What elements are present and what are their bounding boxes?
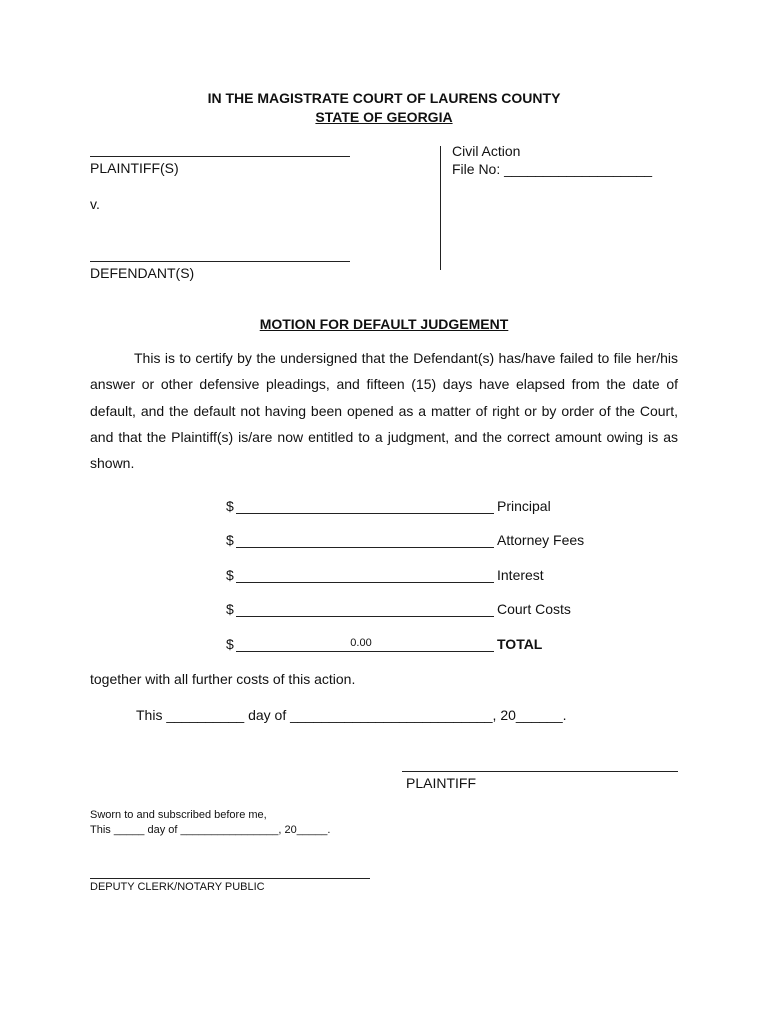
total-label: TOTAL [497, 636, 543, 652]
plaintiff-signature-label: PLAINTIFF [406, 775, 477, 791]
motion-title: MOTION FOR DEFAULT JUDGEMENT [259, 316, 509, 332]
caption-divider [440, 146, 441, 270]
dollar-sign: $ [226, 601, 234, 617]
dollar-sign: $ [226, 532, 234, 548]
defendant-name-line[interactable] [90, 261, 350, 262]
dollar-sign: $ [226, 498, 234, 514]
further-costs-text: together with all further costs of this action. [90, 671, 356, 687]
total-amount-line[interactable] [236, 651, 494, 652]
sworn-date-line[interactable]: This _____ day of ________________, 20_____. [90, 824, 331, 836]
dollar-sign: $ [226, 567, 234, 583]
state-heading: STATE OF GEORGIA [315, 109, 453, 125]
total-amount-value: 0.00 [350, 637, 372, 649]
principal-amount-line[interactable] [236, 513, 494, 514]
plaintiff-name-line[interactable] [90, 156, 350, 157]
attorney-fees-amount-line[interactable] [236, 547, 494, 548]
file-number-field[interactable]: File No: ___________________ [452, 161, 653, 177]
civil-action-label: Civil Action [452, 143, 521, 159]
plaintiff-signature-line[interactable] [402, 771, 678, 772]
interest-label: Interest [497, 567, 544, 583]
certification-paragraph: This is to certify by the undersigned that the Defendant(s) has/have failed to file her/his answer or other defensive pleadings, and fifteen (15) days have elapsed from the date of default, and the default not having been opened as a matter of right or by order of the Court, and that the Plaintiff(s) is/are now entitled to a judgment, and the correct amount owing is as shown. [90, 350, 678, 472]
dollar-sign: $ [226, 636, 234, 652]
principal-label: Principal [497, 498, 551, 514]
defendant-label: DEFENDANT(S) [90, 265, 195, 281]
court-costs-amount-line[interactable] [236, 616, 494, 617]
court-name-heading: IN THE MAGISTRATE COURT OF LAURENS COUNTY [207, 90, 561, 106]
versus-label: v. [90, 196, 100, 212]
sworn-statement: Sworn to and subscribed before me, [90, 809, 267, 821]
notary-label: DEPUTY CLERK/NOTARY PUBLIC [90, 881, 265, 893]
notary-signature-line[interactable] [90, 878, 370, 879]
attorney-fees-label: Attorney Fees [497, 532, 585, 548]
interest-amount-line[interactable] [236, 582, 494, 583]
plaintiff-label: PLAINTIFF(S) [90, 160, 179, 176]
court-costs-label: Court Costs [497, 601, 571, 617]
date-line[interactable]: This __________ day of __________________________, 20______. [136, 707, 567, 723]
